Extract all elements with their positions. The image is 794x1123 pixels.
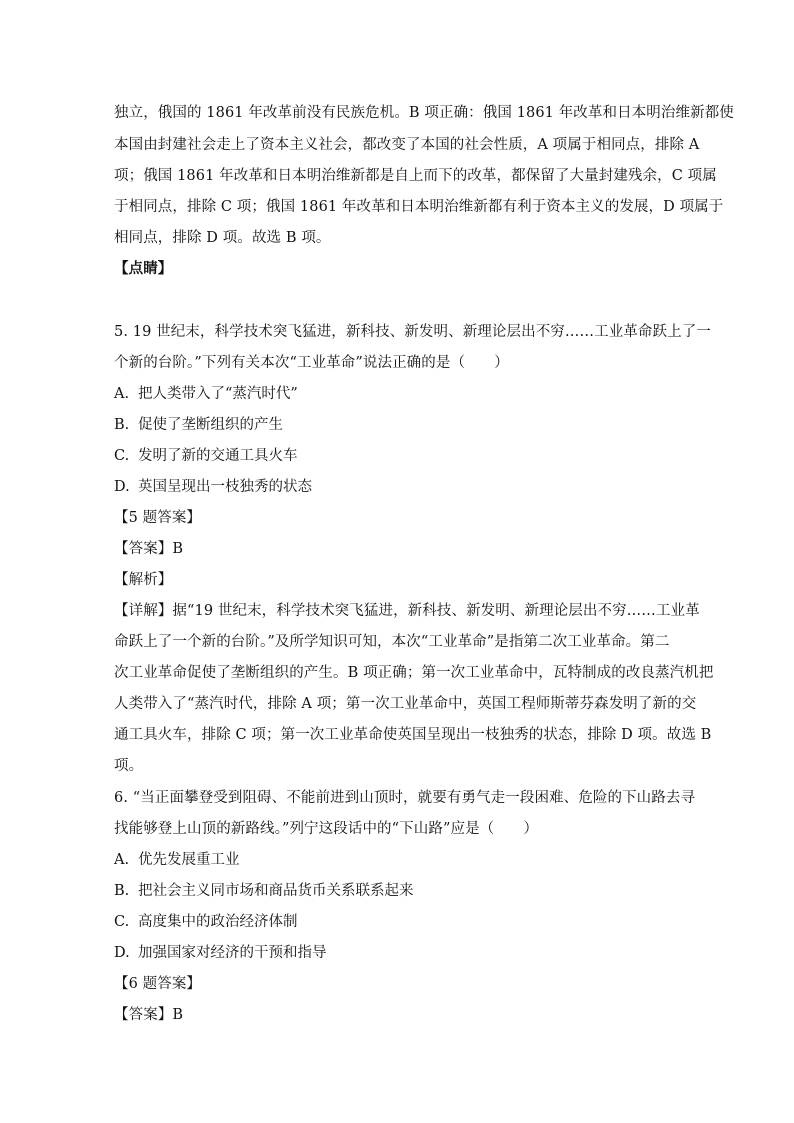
- q6-option-c-letter: C.: [114, 914, 130, 930]
- q6-option-a-letter: A.: [114, 852, 130, 868]
- q5-option-d: [114, 477, 674, 497]
- q5-option-c: [114, 446, 674, 466]
- q6-stem-line-2: 找能够登上山顶的新路线。”列宁这段话中的“下山路”应是（ ）: [114, 821, 539, 837]
- q6-answer-header: 【6 题答案】: [114, 976, 202, 992]
- q6-option-b-letter: B.: [114, 883, 130, 899]
- prev-explanation-line-5: 相同点，排除 D 项。故选 B 项。: [114, 230, 331, 246]
- q6-option-a-text: 优先发展重工业: [138, 852, 240, 868]
- q5-option-d-text: 英国呈现出一枝独秀的状态: [138, 479, 312, 495]
- q5-stem-line-2: 个新的台阶。”下列有关本次“工业革命”说法正确的是（ ）: [114, 355, 509, 371]
- q5-analysis-line-4: 人类带入了“蒸汽时代，排除 A 项；第一次工业革命中，英国工程师斯蒂芬森发明了新的交: [114, 696, 697, 712]
- dianjing-header: 【点睛】: [114, 260, 173, 277]
- q5-option-d-letter: D.: [114, 479, 130, 495]
- prev-explanation-line-3: 项；俄国 1861 年改革和日本明治维新都是自上而下的改革，都保留了大量封建残余，C 项属: [114, 168, 717, 184]
- q5-analysis-line-5: 通工具火车，排除 C 项；第一次工业革命使英国呈现出一枝独秀的状态，排除 D 项。故选 B: [114, 727, 712, 743]
- q5-option-c-letter: C.: [114, 448, 130, 464]
- prev-explanation-line-4: 于相同点，排除 C 项；俄国 1861 年改革和日本明治维新都有利于资本主义的发展，D 项属于: [114, 199, 724, 215]
- q5-analysis-line-1: 【详解】据“19 世纪末，科学技术突飞猛进，新科技、新发明、新理论层出不穷……工业革: [114, 603, 700, 619]
- q5-option-b: [114, 415, 674, 435]
- q6-option-a: [114, 850, 674, 870]
- q5-option-a-text: 把人类带入了“蒸汽时代”: [138, 386, 298, 402]
- prev-explanation-line-1: 独立，俄国的 1861 年改革前没有民族危机。B 项正确：俄国 1861 年改革和日本明治维新都使: [114, 105, 734, 121]
- q5-analysis-line-2: 命跃上了一个新的台阶。”及所学知识可知，本次“工业革命”是指第二次工业革命。第二: [114, 634, 670, 650]
- q6-option-b: [114, 881, 674, 901]
- q6-option-d-letter: D.: [114, 945, 130, 961]
- q5-option-a: [114, 384, 674, 404]
- q6-option-c: [114, 912, 674, 932]
- q5-analysis-line-6: 项。: [114, 758, 144, 774]
- q5-answer: 【答案】B: [114, 541, 184, 557]
- q6-option-d-text: 加强国家对经济的干预和指导: [138, 945, 327, 961]
- q5-stem-line-1: 5. 19 世纪末，科学技术突飞猛进，新科技、新发明、新理论层出不穷……工业革命跃上了一: [114, 324, 711, 340]
- q5-option-b-text: 促使了垄断组织的产生: [138, 417, 283, 433]
- q6-option-c-text: 高度集中的政治经济体制: [138, 914, 298, 930]
- q6-option-d: [114, 943, 674, 963]
- q5-option-a-letter: A.: [114, 386, 130, 402]
- prev-explanation-line-2: 本国由封建社会走上了资本主义社会，都改变了本国的社会性质，A 项属于相同点，排除 A: [114, 137, 700, 153]
- q5-option-c-text: 发明了新的交通工具火车: [138, 448, 298, 464]
- q6-stem-line-1: 6. “当正面攀登受到阻碍、不能前进到山顶时，就要有勇气走一段困难、危险的下山路去寻: [114, 790, 696, 806]
- q5-analysis-line-3: 次工业革命促使了垄断组织的产生。B 项正确；第一次工业革命中，瓦特制成的改良蒸汽机把: [114, 665, 714, 681]
- q5-answer-header: 【5 题答案】: [114, 510, 202, 526]
- q5-option-b-letter: B.: [114, 417, 130, 433]
- q6-option-b-text: 把社会主义同市场和商品货币关系联系起来: [138, 883, 414, 899]
- q5-analysis-header: 【解析】: [114, 572, 173, 588]
- q6-answer: 【答案】B: [114, 1007, 184, 1023]
